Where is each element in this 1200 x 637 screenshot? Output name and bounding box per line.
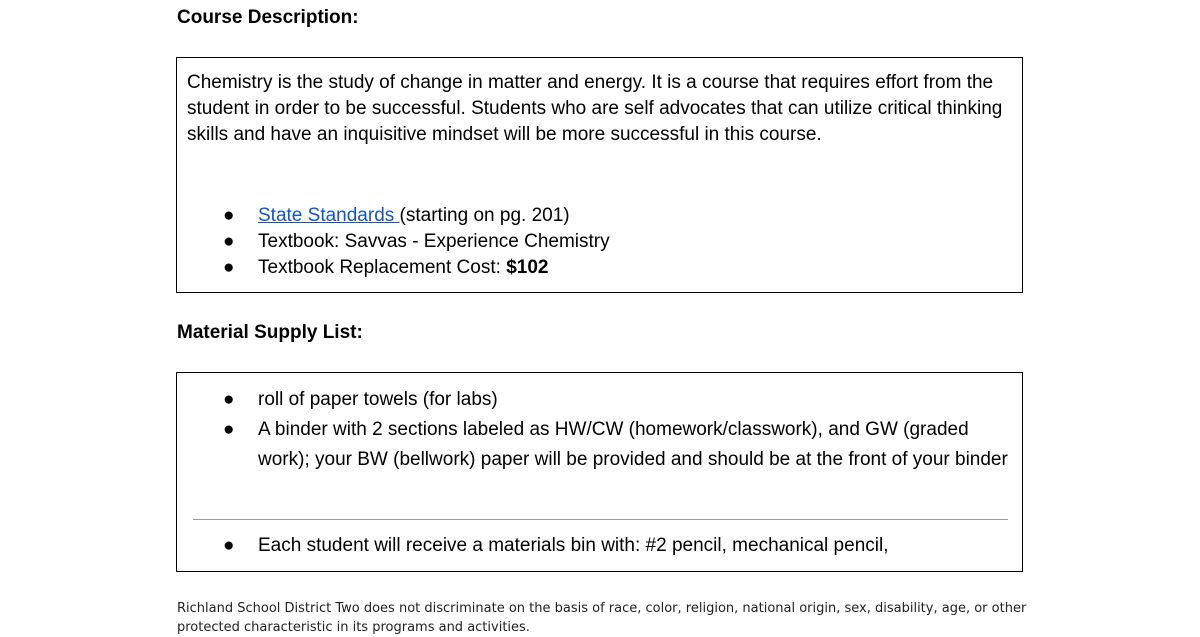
bullet-icon: ● bbox=[223, 535, 235, 556]
state-standards-link[interactable]: State Standards bbox=[258, 205, 400, 226]
bullet-icon: ● bbox=[223, 231, 235, 252]
table-row-divider bbox=[193, 519, 1008, 520]
bullet-icon: ● bbox=[223, 205, 235, 226]
list-item bbox=[177, 385, 1017, 415]
course-info-list bbox=[177, 203, 610, 281]
material-supply-box bbox=[176, 372, 1023, 572]
textbook-cost-value: $102 bbox=[506, 257, 549, 278]
bullet-icon: ● bbox=[223, 257, 235, 278]
supply-item-text: A binder with 2 sections labeled as HW/CW (homework/classwork), and GW (graded work); your BW (bellwork) paper will be provided and should be at the front of your binder bbox=[258, 419, 1008, 470]
textbook-cost-label: Textbook Replacement Cost: bbox=[258, 257, 507, 278]
supply-list-continued bbox=[177, 531, 1017, 561]
list-item bbox=[177, 415, 1017, 475]
list-item bbox=[177, 203, 610, 229]
supply-item-text: roll of paper towels (for labs) bbox=[258, 389, 498, 410]
list-item bbox=[177, 229, 610, 255]
list-item bbox=[177, 531, 1017, 561]
supply-list bbox=[177, 385, 1017, 475]
course-description-paragraph: Chemistry is the study of change in matter and energy. It is a course that requires effort from the student in order to be successful. Students who are self advocates that can utilize critical thinking skills and have an inquisitive mindset will be more successful in this course. bbox=[187, 72, 1003, 145]
supply-item-text: Each student will receive a materials bin with: #2 pencil, mechanical pencil, bbox=[258, 535, 889, 556]
course-description-box bbox=[176, 57, 1023, 293]
course-description-heading: Course Description: bbox=[177, 7, 359, 28]
nondiscrimination-footer: Richland School District Two does not discriminate on the basis of race, color, religion, national origin, sex, disability, age, or other protected characteristic in its programs and activities. bbox=[177, 601, 1027, 635]
list-item bbox=[177, 255, 610, 281]
bullet-icon: ● bbox=[223, 389, 235, 410]
textbook-name: Textbook: Savvas - Experience Chemistry bbox=[258, 231, 610, 252]
state-standards-note: (starting on pg. 201) bbox=[399, 205, 570, 226]
bullet-icon: ● bbox=[223, 419, 235, 440]
material-supply-heading: Material Supply List: bbox=[177, 322, 363, 343]
